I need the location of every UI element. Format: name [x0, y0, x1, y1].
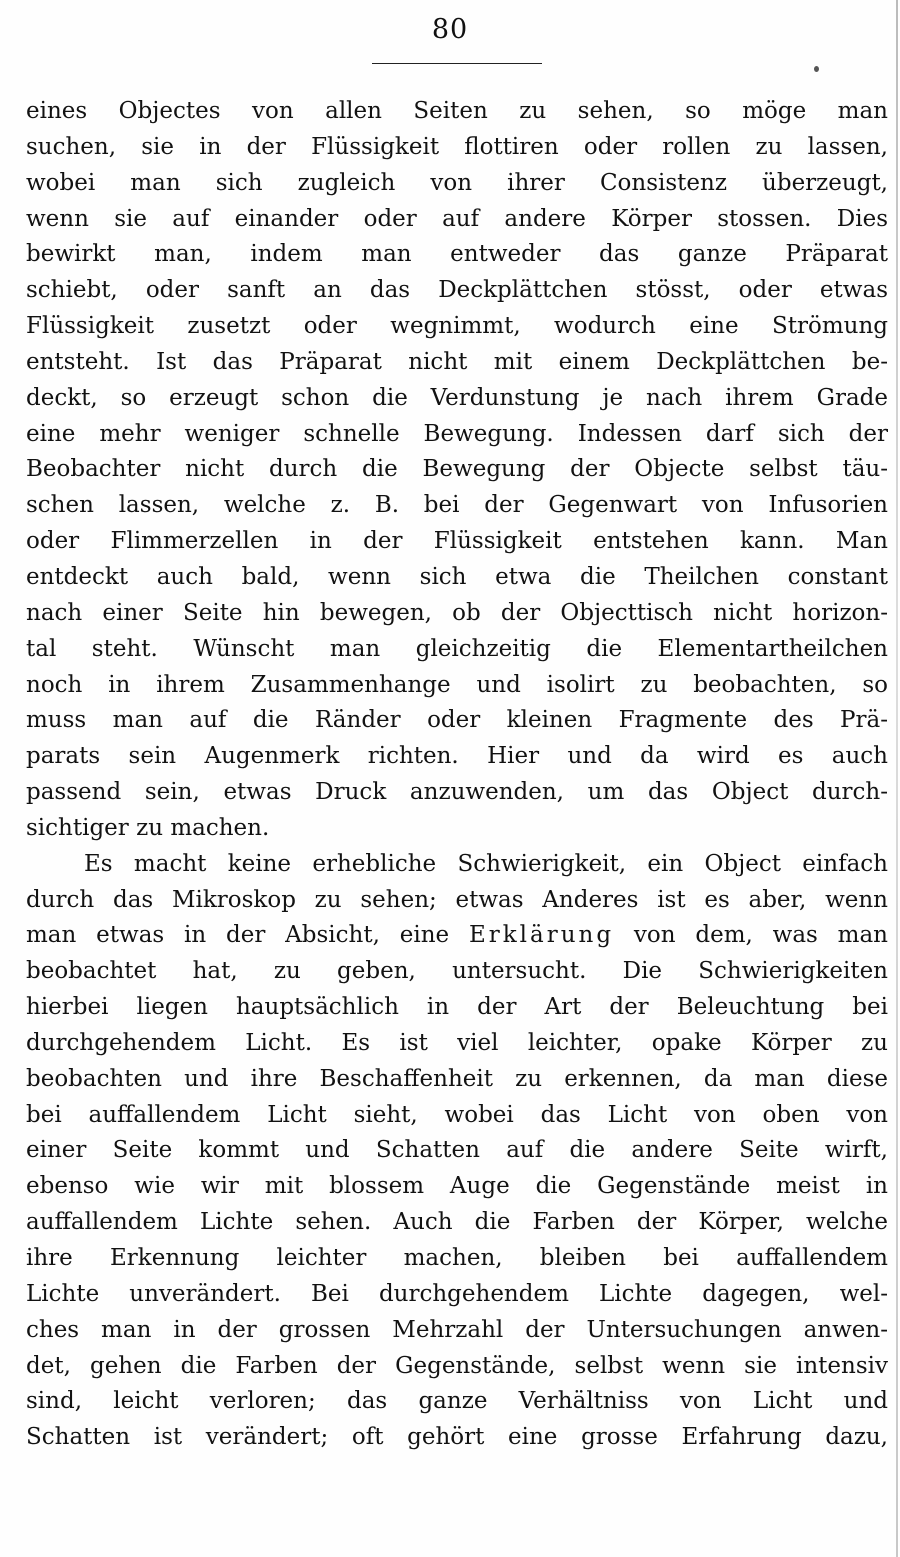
text-line: tal steht. Wünscht man gleichzeitig die Elementartheilchen	[26, 635, 888, 662]
text-line: durch das Mikroskop zu sehen; etwas Anderes ist es aber, wenn	[26, 886, 888, 913]
text-line: noch in ihrem Zusammenhange und isolirt zu beobachten, so	[26, 671, 888, 698]
page-number: 80	[431, 14, 469, 45]
text-line: deckt, so erzeugt schon die Verdunstung je nach ihrem Grade	[26, 384, 888, 411]
text-line: det, gehen die Farben der Gegenstände, selbst wenn sie intensiv	[26, 1352, 888, 1379]
text-line: oder Flimmerzellen in der Flüssigkeit entstehen kann. Man	[26, 528, 888, 555]
text-line: sind, leicht verloren; das ganze Verhältniss von Licht und	[26, 1388, 888, 1415]
text-line: schen lassen, welche z. B. bei der Gegenwart von Infusorien	[26, 492, 888, 519]
text-line: eines Objectes von allen Seiten zu sehen, so möge man	[26, 98, 888, 124]
text-line: bewirkt man, indem man entweder das ganze Präparat	[26, 241, 888, 268]
text-line: ebenso wie wir mit blossem Auge die Gegenstände meist in	[26, 1173, 888, 1200]
text-line: schiebt, oder sanft an das Deckplättchen stösst, oder etwas	[26, 277, 888, 304]
paragraph-start-line: Es macht keine erhebliche Schwierigkeit, ein Object einfach	[84, 850, 888, 877]
text-line: wobei man sich zugleich von ihrer Consistenz überzeugt,	[26, 169, 888, 196]
text-line: ihre Erkennung leichter machen, bleiben bei auffallendem	[26, 1245, 888, 1271]
text-line: entdeckt auch bald, wenn sich etwa die Theilchen constant	[26, 563, 888, 590]
text-line: Lichte unverändert. Bei durchgehendem Lichte dagegen, wel-	[26, 1280, 888, 1307]
paragraph-end-line: sichtiger zu machen.	[26, 814, 270, 841]
text-line: beobachtet hat, zu geben, untersucht. Die Schwierigkeiten	[26, 958, 888, 985]
body-text	[26, 94, 888, 1456]
text-line: einer Seite kommt und Schatten auf die andere Seite wirft,	[26, 1137, 888, 1164]
text-line: beobachten und ihre Beschaffenheit zu erkennen, da man diese	[26, 1065, 888, 1092]
text-line: durchgehendem Licht. Es ist viel leichter, opake Körper zu	[26, 1029, 888, 1056]
line-segment: von dem, was man	[614, 922, 888, 949]
text-line: eine mehr weniger schnelle Bewegung. Indessen darf sich der	[26, 420, 888, 447]
text-line: muss man auf die Ränder oder kleinen Fragmente des Prä-	[26, 707, 888, 734]
text-line: passend sein, etwas Druck anzuwenden, um das Object durch-	[26, 779, 888, 806]
text-line: parats sein Augenmerk richten. Hier und da wird es auch	[26, 743, 888, 770]
text-line: Flüssigkeit zusetzt oder wegnimmt, wodurch eine Strömung	[26, 313, 888, 340]
text-line: nach einer Seite hin bewegen, ob der Objecttisch nicht horizon-	[26, 599, 888, 626]
text-line: entsteht. Ist das Präparat nicht mit einem Deckplättchen be-	[26, 348, 888, 375]
text-line: ches man in der grossen Mehrzahl der Untersuchungen anwen-	[26, 1316, 888, 1343]
text-line: wenn sie auf einander oder auf andere Körper stossen. Dies	[26, 205, 888, 232]
text-line: hierbei liegen hauptsächlich in der Art der Beleuchtung bei	[26, 994, 888, 1021]
text-line: Schatten ist verändert; oft gehört eine grosse Erfahrung dazu,	[26, 1424, 888, 1451]
print-speck	[814, 66, 819, 72]
page-edge	[896, 0, 898, 1557]
text-line: suchen, sie in der Flüssigkeit flottiren oder rollen zu lassen,	[26, 133, 888, 160]
line-segment: man etwas in der Absicht, eine	[26, 922, 469, 949]
text-line: auffallendem Lichte sehen. Auch die Farben der Körper, welche	[26, 1209, 888, 1236]
text-line: bei auffallendem Licht sieht, wobei das Licht von oben von	[26, 1101, 888, 1128]
header-rule	[372, 63, 542, 64]
spaced-emphasis-word: Erklärung	[468, 922, 615, 949]
text-line: Beobachter nicht durch die Bewegung der Objecte selbst täu-	[26, 456, 888, 483]
text-line-emphasis	[26, 918, 888, 954]
